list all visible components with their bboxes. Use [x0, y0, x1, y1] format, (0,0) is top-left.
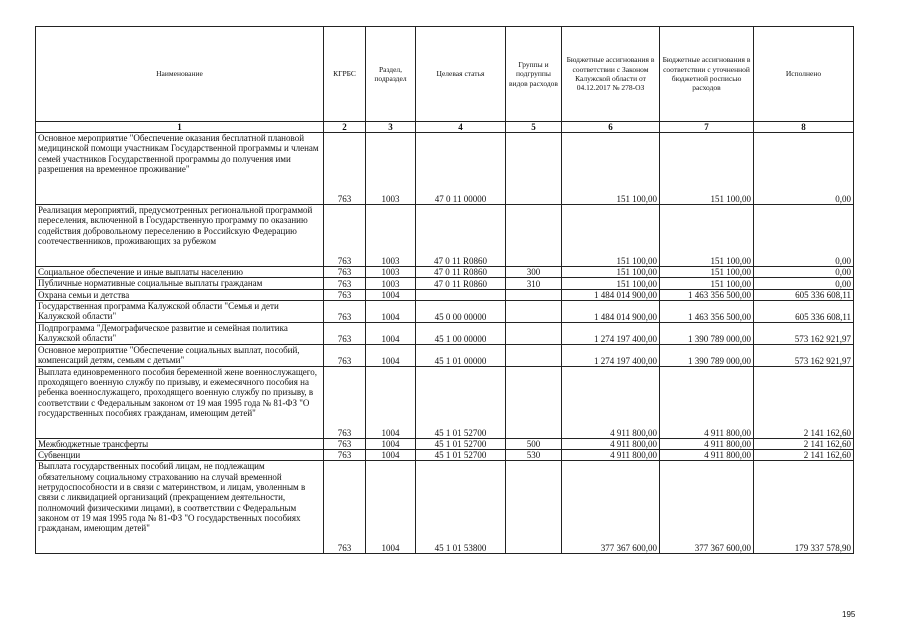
row-name-cell: Охрана семьи и детства	[36, 289, 324, 300]
table-row	[36, 322, 854, 344]
row-executed-amount-cell: 0,00	[754, 205, 854, 267]
table-row	[36, 133, 854, 205]
row-group-cell	[506, 205, 562, 267]
row-updated-amount-cell: 4 911 800,00	[660, 450, 754, 461]
row-kgrbs-cell: 763	[324, 278, 366, 289]
row-target-cell: 45 1 00 00000	[416, 322, 506, 344]
row-group-cell	[506, 300, 562, 322]
row-section-cell: 1003	[366, 205, 416, 267]
row-law-amount-cell: 1 484 014 900,00	[562, 289, 660, 300]
row-section-cell: 1004	[366, 322, 416, 344]
table-row	[36, 450, 854, 461]
row-kgrbs-cell: 763	[324, 450, 366, 461]
row-law-amount-cell: 1 274 197 400,00	[562, 322, 660, 344]
row-name-cell: Основное мероприятие "Обеспечение социальных выплат, пособий, компенсаций детям, семьям с детьми"	[36, 344, 324, 366]
row-updated-amount-cell: 151 100,00	[660, 205, 754, 267]
header-kgrbs: КГРБС	[324, 27, 366, 122]
column-number: 1	[36, 122, 324, 133]
row-group-cell	[506, 289, 562, 300]
table-row	[36, 300, 854, 322]
row-name-cell: Реализация мероприятий, предусмотренных региональной программой переселения, включенной в Государственную программу по оказанию содействия добровольному переселению в Российскую Федерацию соотечественников, проживающих за рубежом	[36, 205, 324, 267]
budget-table	[35, 26, 854, 554]
row-kgrbs-cell: 763	[324, 289, 366, 300]
row-executed-amount-cell: 0,00	[754, 133, 854, 205]
row-updated-amount-cell: 4 911 800,00	[660, 366, 754, 438]
row-name-cell: Межбюджетные трансферты	[36, 438, 324, 449]
page-number: 195	[842, 610, 856, 619]
header-groups: Группы и подгруппы видов расходов	[506, 27, 562, 122]
row-law-amount-cell: 151 100,00	[562, 133, 660, 205]
row-law-amount-cell: 1 484 014 900,00	[562, 300, 660, 322]
row-target-cell: 45 1 01 52700	[416, 450, 506, 461]
row-section-cell: 1004	[366, 438, 416, 449]
table-row	[36, 289, 854, 300]
column-number: 6	[562, 122, 660, 133]
header-updated-allocation: Бюджетные ассигнования в соответствии с уточненной бюджетной росписью расходов	[660, 27, 754, 122]
row-target-cell: 45 0 00 00000	[416, 300, 506, 322]
row-kgrbs-cell: 763	[324, 344, 366, 366]
table-row	[36, 205, 854, 267]
row-updated-amount-cell: 377 367 600,00	[660, 461, 754, 554]
row-section-cell: 1004	[366, 289, 416, 300]
row-executed-amount-cell: 179 337 578,90	[754, 461, 854, 554]
table-row	[36, 366, 854, 438]
row-updated-amount-cell: 4 911 800,00	[660, 438, 754, 449]
row-section-cell: 1003	[366, 278, 416, 289]
row-kgrbs-cell: 763	[324, 366, 366, 438]
row-executed-amount-cell: 605 336 608,11	[754, 289, 854, 300]
row-group-cell	[506, 344, 562, 366]
row-executed-amount-cell: 573 162 921,97	[754, 322, 854, 344]
table-row	[36, 267, 854, 278]
row-law-amount-cell: 1 274 197 400,00	[562, 344, 660, 366]
row-updated-amount-cell: 151 100,00	[660, 278, 754, 289]
row-kgrbs-cell: 763	[324, 438, 366, 449]
row-kgrbs-cell: 763	[324, 133, 366, 205]
row-name-cell: Выплата государственных пособий лицам, не подлежащим обязательному социальному страхованию на случай временной нетрудоспособности и в связи с материнством, и лицам, уволенным в связи с ликвидацией организаций (прекращением деятельности, полномочий физическими лицами), в соответствии с Федеральным законом от 19 мая 1995 года № 81-ФЗ "О государственных пособиях гражданам, имеющим детей"	[36, 461, 324, 554]
table-row	[36, 461, 854, 554]
column-number: 2	[324, 122, 366, 133]
row-name-cell: Публичные нормативные социальные выплаты гражданам	[36, 278, 324, 289]
row-executed-amount-cell: 0,00	[754, 278, 854, 289]
row-law-amount-cell: 4 911 800,00	[562, 450, 660, 461]
row-updated-amount-cell: 1 390 789 000,00	[660, 322, 754, 344]
row-law-amount-cell: 4 911 800,00	[562, 438, 660, 449]
row-group-cell: 530	[506, 450, 562, 461]
column-number: 7	[660, 122, 754, 133]
row-group-cell	[506, 461, 562, 554]
row-target-cell: 45 1 01 52700	[416, 366, 506, 438]
header-section: Раздел, подраздел	[366, 27, 416, 122]
row-target-cell: 47 0 11 00000	[416, 133, 506, 205]
row-section-cell: 1004	[366, 450, 416, 461]
row-updated-amount-cell: 151 100,00	[660, 267, 754, 278]
row-section-cell: 1004	[366, 366, 416, 438]
row-target-cell: 47 0 11 R0860	[416, 205, 506, 267]
row-kgrbs-cell: 763	[324, 267, 366, 278]
row-law-amount-cell: 151 100,00	[562, 205, 660, 267]
column-number: 3	[366, 122, 416, 133]
column-number: 5	[506, 122, 562, 133]
row-law-amount-cell: 151 100,00	[562, 278, 660, 289]
column-number-row	[36, 122, 854, 133]
row-group-cell	[506, 133, 562, 205]
table-row	[36, 438, 854, 449]
header-executed: Исполнено	[754, 27, 854, 122]
row-section-cell: 1004	[366, 344, 416, 366]
row-executed-amount-cell: 2 141 162,60	[754, 438, 854, 449]
row-executed-amount-cell: 0,00	[754, 267, 854, 278]
row-target-cell: 45 1 01 52700	[416, 438, 506, 449]
header-target: Целевая статья	[416, 27, 506, 122]
row-executed-amount-cell: 2 141 162,60	[754, 450, 854, 461]
column-number: 4	[416, 122, 506, 133]
row-target-cell	[416, 289, 506, 300]
row-group-cell: 310	[506, 278, 562, 289]
row-group-cell	[506, 322, 562, 344]
row-kgrbs-cell: 763	[324, 205, 366, 267]
row-kgrbs-cell: 763	[324, 300, 366, 322]
row-name-cell: Субвенции	[36, 450, 324, 461]
column-number: 8	[754, 122, 854, 133]
row-executed-amount-cell: 573 162 921,97	[754, 344, 854, 366]
row-updated-amount-cell: 151 100,00	[660, 133, 754, 205]
header-row	[36, 27, 854, 122]
row-section-cell: 1004	[366, 461, 416, 554]
row-target-cell: 45 1 01 53800	[416, 461, 506, 554]
row-law-amount-cell: 377 367 600,00	[562, 461, 660, 554]
header-law-allocation: Бюджетные ассигнования в соответствии с Законом Калужской области от 04.12.2017 № 278-ОЗ	[562, 27, 660, 122]
row-name-cell: Подпрограмма "Демографическое развитие и семейная политика Калужской области"	[36, 322, 324, 344]
table-row	[36, 344, 854, 366]
table-row	[36, 278, 854, 289]
row-executed-amount-cell: 605 336 608,11	[754, 300, 854, 322]
row-updated-amount-cell: 1 463 356 500,00	[660, 300, 754, 322]
row-target-cell: 47 0 11 R0860	[416, 278, 506, 289]
row-name-cell: Государственная программа Калужской области "Семья и дети Калужской области"	[36, 300, 324, 322]
row-group-cell: 300	[506, 267, 562, 278]
row-kgrbs-cell: 763	[324, 461, 366, 554]
row-name-cell: Основное мероприятие "Обеспечение оказания бесплатной плановой медицинской помощи участникам Государственной программы и членам семей участников Государственной программы до получения ими разрешения на временное проживание"	[36, 133, 324, 205]
row-section-cell: 1003	[366, 133, 416, 205]
row-kgrbs-cell: 763	[324, 322, 366, 344]
row-target-cell: 45 1 01 00000	[416, 344, 506, 366]
row-section-cell: 1003	[366, 267, 416, 278]
row-name-cell: Социальное обеспечение и иные выплаты населению	[36, 267, 324, 278]
row-law-amount-cell: 4 911 800,00	[562, 366, 660, 438]
row-section-cell: 1004	[366, 300, 416, 322]
row-name-cell: Выплата единовременного пособия беременной жене военнослужащего, проходящего военную службу по призыву, и ежемесячного пособия на ребенка военнослужащего, проходящего военную службу по призыву, в соответствии с Федеральным законом от 19 мая 1995 года № 81-ФЗ "О государственных пособиях гражданам, имеющим детей"	[36, 366, 324, 438]
row-law-amount-cell: 151 100,00	[562, 267, 660, 278]
row-updated-amount-cell: 1 390 789 000,00	[660, 344, 754, 366]
header-name: Наименование	[36, 27, 324, 122]
row-executed-amount-cell: 2 141 162,60	[754, 366, 854, 438]
row-group-cell: 500	[506, 438, 562, 449]
row-updated-amount-cell: 1 463 356 500,00	[660, 289, 754, 300]
row-group-cell	[506, 366, 562, 438]
row-target-cell: 47 0 11 R0860	[416, 267, 506, 278]
